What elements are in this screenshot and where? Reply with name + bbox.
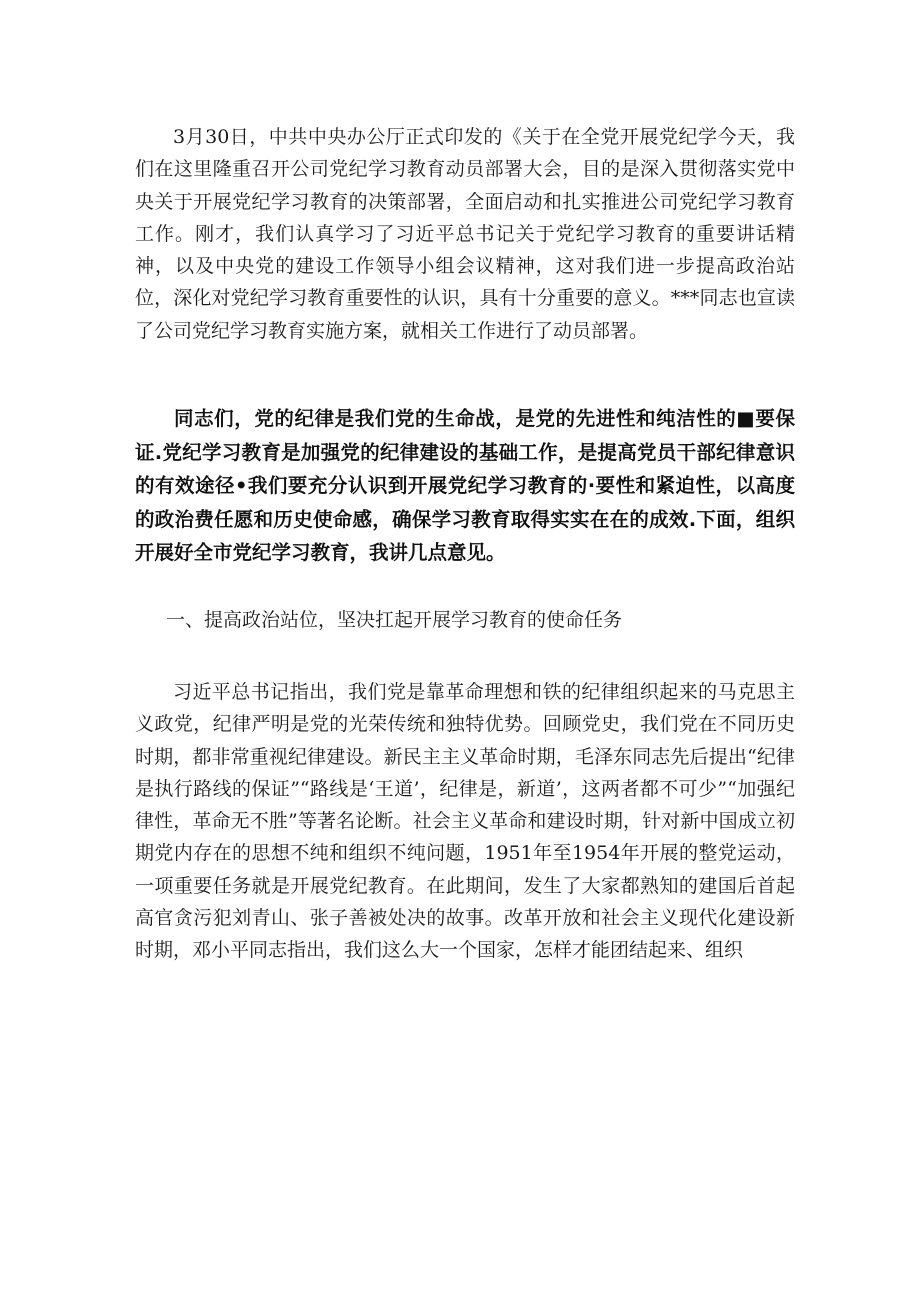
comrades-paragraph: 同志们，党的纪律是我们党的生命战，是党的先进性和纯洁性的■要保证.党纪学习教育是加强党的纪律建设的基础工作，是提高党员干部纪律意识的有效途径•我们要充分认识到开展党纪学习教育的·要性和紧迫性，以高度的政治费任愿和历史使命感，确保学习教育取得实实在在的成效.下面，组织开展好全市党纪学习教育，我讲几点意见。 (135, 407, 795, 564)
intro-paragraph: 3月30日，中共中央办公厅正式印发的《关于在全党开展党纪学今天，我们在这里隆重召开公司党纪学习教育动员部署大会，目的是深入贯彻落实党中央关于开展党纪学习教育的决策部署，全面启动和扎实推进公司党纪学习教育工作。刚才，我们认真学习了习近平总书记关于党纪学习教育的重要讲话精神，以及中央党的建设工作领导小组会议精神，这对我们进一步提高政治站位，深化对党纪学习教育重要性的认识，具有十分重要的意义。***同志也宣读了公司党纪学习教育实施方案，就相关工作进行了动员部署。 (135, 126, 795, 342)
history-paragraph: 习近平总书记指出，我们党是靠革命理想和铁的纪律组织起来的马克思主义政党，纪律严明是党的光荣传统和独特优势。回顾党史，我们党在不同历史时期，都非常重视纪律建设。新民主主义革命时期，毛泽东同志先后提出“纪律是执行路线的保证”“路线是‘王道’，纪律是，新道’，这两者都不可少”“加强纪律性，革命无不胜”等著名论断。社会主义革命和建设时期，针对新中国成立初期党内存在的思想不纯和组织不纯问题，1951年至1954年开展的整党运动，一项重要任务就是开展党纪教育。在此期间，发生了大家都熟知的建国后首起高官贪污犯刘青山、张子善被处决的故事。改革开放和社会主义现代化建设新时期，邓小平同志指出，我们这么大一个国家，怎样才能团结起来、组织 (135, 681, 795, 962)
section-heading: 一、提高政治站位，坚决扛起开展学习教育的使命任务 (166, 609, 623, 631)
